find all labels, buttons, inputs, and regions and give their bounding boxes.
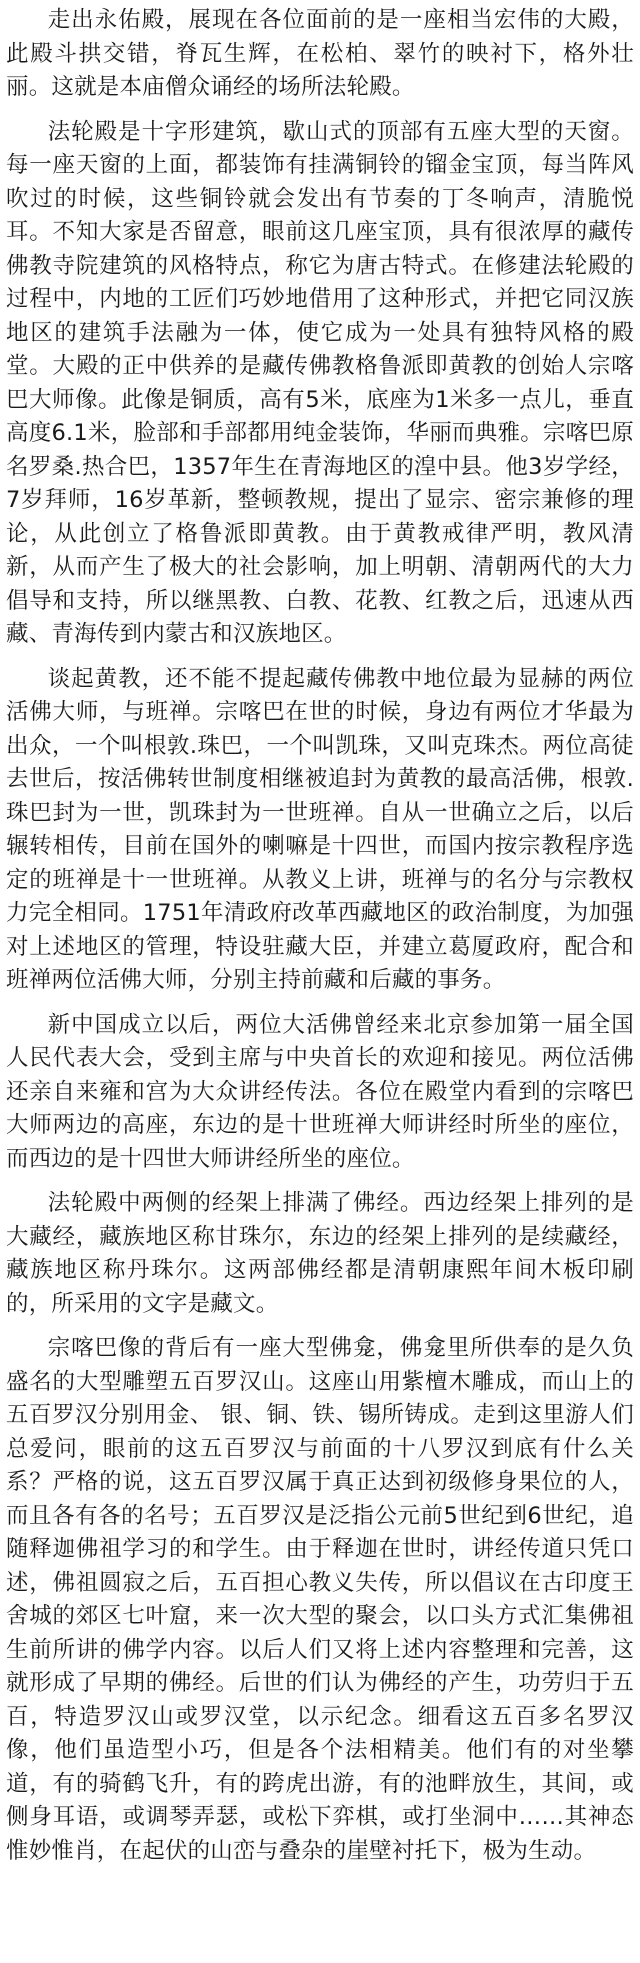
paragraph-falundian-architecture: 法轮殿是十字形建筑，歇山式的顶部有五座大型的天窗。每一座天窗的上面，都装饰有挂满铜铃的镏金宝顶，每当阵风吹过的时候，这些铜铃就会发出有节奏的丁冬响声，清脆悦耳。不知大家是否留意，眼前这几座宝顶，具有很浓厚的藏传佛教寺院建筑的风格特点，称它为唐古特式。在修建法轮殿的过程中，内地的工匠们巧妙地借用了这种形式，并把它同汉族地区的建筑手法融为一体，使它成为一处具有独特风格的殿堂。大殿的正中供养的是藏传佛教格鲁派即黄教的创始人宗喀巴大师像。此像是铜质，高有5米，底座为1米多一点儿，垂直高度6.1米，脸部和手部都用纯金装饰，华丽而典雅。宗喀巴原名罗桑.热合巴，1357年生在青海地区的湟中县。他3岁学经，7岁拜师，16岁革新，整顿教规，提出了显宗、密宗兼修的理论，从此创立了格鲁派即黄教。由于黄教戒律严明，教风清新，从而产生了极大的社会影响，加上明朝、清朝两代的大力倡导和支持，所以继黑教、白教、花教、红教之后，迅速从西藏、青海传到内蒙古和汉族地区。 [6, 118, 634, 647]
paragraph-sutra-shelves: 法轮殿中两侧的经架上排满了佛经。西边经架上排列的是大藏经，藏族地区称甘珠尔，东边的经架上排列的是续藏经，藏族地区称丹珠尔。这两部佛经都是清朝康熙年间木板印刷的，所采用的文字是藏文。 [6, 1190, 634, 1317]
paragraph-five-hundred-arhats: 宗喀巴像的背后有一座大型佛龛，佛龛里所供奉的是久负盛名的大型雕塑五百罗汉山。这座山用紫檀木雕成，而山上的五百罗汉分别用金、 银、铜、铁、锡所铸成。走到这里游人们总爱问，眼前的这五百罗汉与前面的十八罗汉到底有什么关系？严格的说，这五百罗汉属于真正达到初级修身果位的人，而且各有各的名号；五百罗汉是泛指公元前5世纪到6世纪，追随释迦佛祖学习的和学生。由于释迦在世时，讲经传道只凭口述，佛祖圆寂之后，五百担心教义失传，所以倡议在古印度王舍城的郊区七叶窟，来一次大型的聚会，以口头方式汇集佛祖生前所讲的佛学内容。以后人们又将上述内容整理和完善，这就形成了早期的佛经。后世的们认为佛经的产生，功劳归于五百，特造罗汉山或罗汉堂，以示纪念。细看这五百多名罗汉像，他们虽造型小巧，但是各个法相精美。他们有的对坐攀道，有的骑鹤飞升，有的跨虎出游，有的池畔放生，其间，或侧身耳语，或调琴弄瑟，或松下弈棋，或打坐洞中……其神态惟妙惟肖，在起伏的山峦与叠杂的崖壁衬托下，极为生动。 [6, 1335, 634, 1864]
paragraph-falundian-intro: 走出永佑殿，展现在各位面前的是一座相当宏伟的大殿，此殿斗拱交错，脊瓦生辉，在松柏、翠竹的映衬下，格外壮丽。这就是本庙僧众诵经的场所法轮殿。 [6, 7, 634, 100]
paragraph-new-china-visits: 新中国成立以后，两位大活佛曾经来北京参加第一届全国人民代表大会，受到主席与中央首长的欢迎和接见。两位活佛还亲自来雍和宫为大众讲经传法。各位在殿堂内看到的宗喀巴大师两边的高座，东边的是十世班禅大师讲经时所坐的座位，而西边的是十四世大师讲经所坐的座位。 [6, 1011, 634, 1172]
paragraph-huangjiao-lineage: 谈起黄教，还不能不提起藏传佛教中地位最为显赫的两位活佛大师，与班禅。宗喀巴在世的时候，身边有两位才华最为出众，一个叫根敦.珠巴，一个叫凯珠，又叫克珠杰。两位高徒去世后，按活佛转世制度相继被追封为黄教的最高活佛，根敦.珠巴封为一世，凯珠封为一世班禅。自从一世确立之后，以后辗转相传，目前在国外的喇嘛是十四世，而国内按宗教程序选定的班禅是十一世班禅。从教义上讲，班禅与的名分与宗教权力完全相同。1751年清政府改革西藏地区的政治制度，为加强对上述地区的管理，特设驻藏大臣，并建立葛厦政府，配合和班禅两位活佛大师，分别主持前藏和后藏的事务。 [6, 665, 634, 993]
